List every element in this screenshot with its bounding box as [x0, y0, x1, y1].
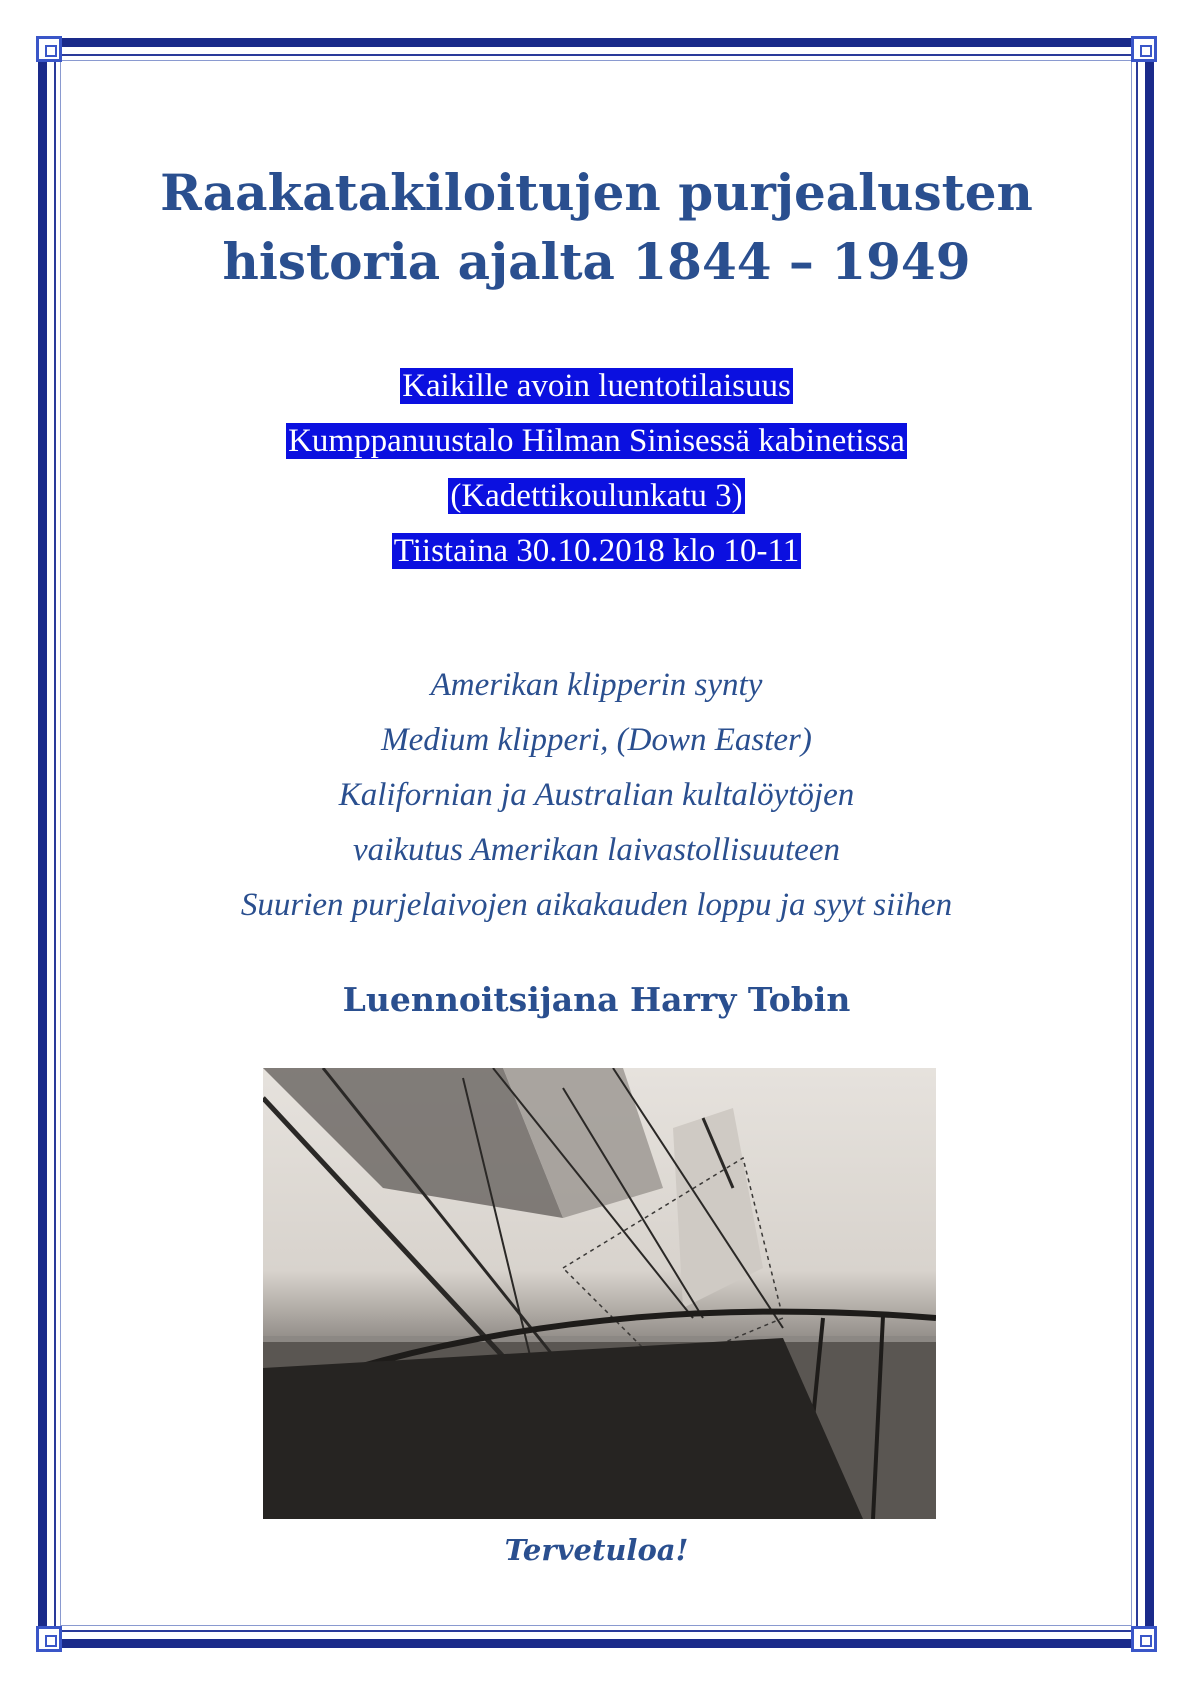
topic-item: Suurien purjelaivojen aikakauden loppu ja syyt siihen — [240, 887, 953, 923]
deck — [263, 1338, 863, 1519]
topic-item: vaikutus Amerikan laivastollisuuteen — [353, 832, 840, 868]
topic-list — [80, 658, 1113, 933]
ship-illustration — [263, 1068, 936, 1519]
lecturer-name: Luennoitsijana Harry Tobin — [342, 980, 851, 1019]
corner-ornament-top-right — [1131, 36, 1157, 62]
page-title — [80, 158, 1113, 296]
title-line-1: Raakatakiloitujen purjealusten — [160, 163, 1033, 222]
corner-ornament-bottom-left — [36, 1626, 62, 1652]
sailing-ship-photo — [263, 1068, 936, 1519]
corner-ornament-top-left — [36, 36, 62, 62]
event-info-line: (Kadettikoulunkatu 3) — [450, 478, 743, 514]
event-info-line: Kumppanuustalo Hilman Sinisessä kabinetissa — [288, 423, 905, 459]
event-info-line: Kaikille avoin luentotilaisuus — [402, 368, 791, 404]
title-line-2: historia ajalta 1844 – 1949 — [222, 232, 971, 291]
event-info-line: Tiistaina 30.10.2018 klo 10-11 — [393, 533, 800, 569]
corner-ornament-bottom-right — [1131, 1626, 1157, 1652]
topic-item: Medium klipperi, (Down Easter) — [381, 722, 812, 758]
welcome-text: Tervetuloa! — [504, 1533, 689, 1567]
topic-item: Kalifornian ja Australian kultalöytöjen — [338, 777, 855, 813]
topic-item: Amerikan klipperin synty — [430, 667, 763, 703]
event-info — [80, 368, 1113, 588]
